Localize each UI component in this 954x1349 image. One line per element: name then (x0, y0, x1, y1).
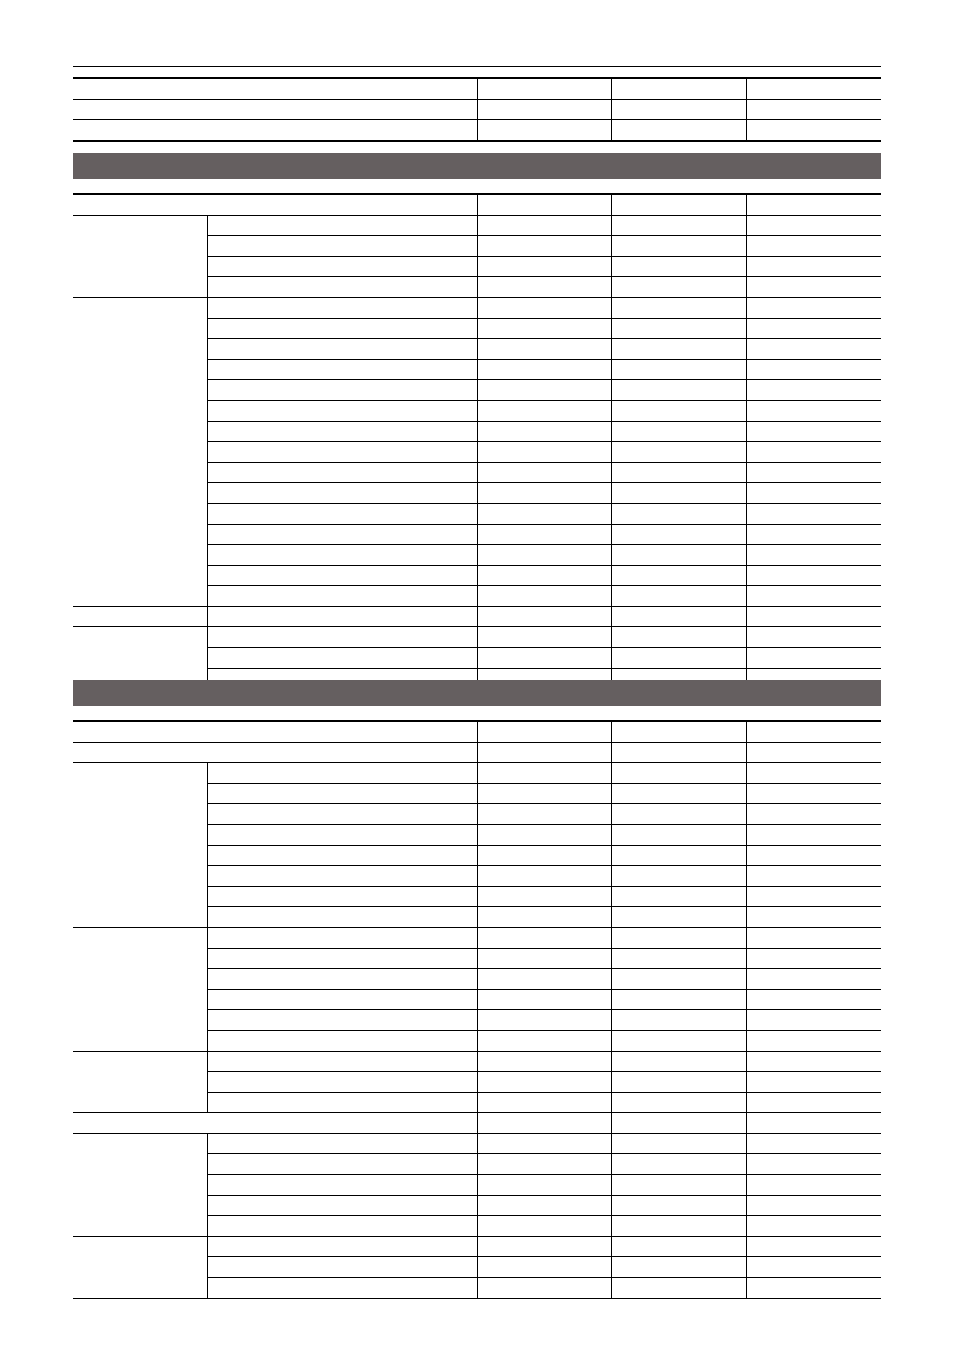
sub-label (207, 565, 477, 586)
value-cell (477, 627, 612, 648)
value-cell (477, 1133, 612, 1154)
value-cell (477, 886, 612, 907)
value-cell (612, 524, 747, 545)
value-cell (612, 783, 747, 804)
value-cell (746, 1010, 881, 1031)
value-cell (746, 1175, 881, 1196)
value-cell (746, 763, 881, 784)
value-cell (477, 1072, 612, 1093)
value-cell (477, 804, 612, 825)
value-cell (746, 907, 881, 928)
value-cell (746, 545, 881, 566)
table-top (73, 77, 881, 142)
value-cell (746, 483, 881, 504)
sub-label (207, 1216, 477, 1237)
value-cell (746, 586, 881, 607)
value-cell (612, 1030, 747, 1051)
value-cell (746, 236, 881, 257)
row-label (73, 120, 477, 141)
sub-label (207, 256, 477, 277)
table-section-b (73, 720, 881, 1299)
sub-label (207, 783, 477, 804)
value-cell (477, 545, 612, 566)
value-cell (477, 442, 612, 463)
value-cell (477, 339, 612, 360)
sub-label (207, 804, 477, 825)
row-label (73, 99, 477, 120)
value-cell (746, 318, 881, 339)
value-cell (477, 215, 612, 236)
table-row (73, 194, 881, 215)
value-cell (612, 359, 747, 380)
value-cell (746, 503, 881, 524)
row-label (73, 742, 477, 763)
value-cell (746, 886, 881, 907)
value-cell (612, 1236, 747, 1257)
sub-label (207, 606, 477, 627)
value-cell (477, 483, 612, 504)
value-cell (477, 1236, 612, 1257)
sub-label (207, 1154, 477, 1175)
row-label (73, 78, 477, 99)
value-cell (746, 721, 881, 742)
table-row (73, 763, 881, 784)
table-row (73, 297, 881, 318)
value-cell (477, 524, 612, 545)
sub-label (207, 586, 477, 607)
value-cell (612, 1154, 747, 1175)
value-cell (746, 462, 881, 483)
group-cell (73, 215, 207, 297)
value-cell (477, 586, 612, 607)
value-cell (612, 845, 747, 866)
value-cell (746, 742, 881, 763)
value-cell (746, 1051, 881, 1072)
value-cell (477, 194, 612, 215)
table-row (73, 1133, 881, 1154)
sub-label (207, 845, 477, 866)
value-cell (746, 359, 881, 380)
value-cell (477, 845, 612, 866)
sub-label (207, 1257, 477, 1278)
value-cell (477, 989, 612, 1010)
value-cell (746, 783, 881, 804)
value-cell (477, 400, 612, 421)
sub-label (207, 1030, 477, 1051)
value-cell (612, 380, 747, 401)
value-cell (612, 721, 747, 742)
value-cell (746, 215, 881, 236)
table-section-a (73, 193, 881, 690)
group-cell (73, 297, 207, 606)
value-cell (612, 78, 747, 99)
value-cell (746, 989, 881, 1010)
value-cell (477, 763, 612, 784)
sub-label (207, 886, 477, 907)
sub-label (207, 1195, 477, 1216)
value-cell (477, 1051, 612, 1072)
value-cell (477, 1175, 612, 1196)
sub-label (207, 1072, 477, 1093)
row-label (73, 1113, 477, 1134)
table-row (73, 927, 881, 948)
value-cell (746, 1195, 881, 1216)
value-cell (477, 277, 612, 298)
value-cell (746, 442, 881, 463)
table-row (73, 1051, 881, 1072)
value-cell (746, 1030, 881, 1051)
value-cell (746, 380, 881, 401)
value-cell (612, 99, 747, 120)
group-cell (73, 606, 207, 627)
sub-label (207, 907, 477, 928)
sub-label (207, 545, 477, 566)
value-cell (612, 907, 747, 928)
group-cell (73, 1236, 207, 1298)
sub-label (207, 1133, 477, 1154)
value-cell (746, 339, 881, 360)
sub-label (207, 421, 477, 442)
value-cell (612, 1092, 747, 1113)
value-cell (746, 866, 881, 887)
value-cell (612, 1051, 747, 1072)
table-row (73, 721, 881, 742)
value-cell (612, 1113, 747, 1134)
sub-label (207, 627, 477, 648)
sub-label (207, 824, 477, 845)
sub-label (207, 866, 477, 887)
value-cell (746, 627, 881, 648)
value-cell (612, 648, 747, 669)
value-cell (477, 721, 612, 742)
value-cell (746, 824, 881, 845)
value-cell (746, 1216, 881, 1237)
value-cell (477, 359, 612, 380)
value-cell (612, 1133, 747, 1154)
sub-label (207, 1010, 477, 1031)
value-cell (612, 318, 747, 339)
value-cell (612, 989, 747, 1010)
value-cell (612, 215, 747, 236)
value-cell (477, 907, 612, 928)
sub-label (207, 969, 477, 990)
value-cell (477, 927, 612, 948)
value-cell (746, 648, 881, 669)
sub-label (207, 380, 477, 401)
sub-label (207, 1175, 477, 1196)
sub-label (207, 277, 477, 298)
value-cell (612, 627, 747, 648)
table-row (73, 78, 881, 99)
value-cell (746, 194, 881, 215)
value-cell (612, 483, 747, 504)
value-cell (477, 742, 612, 763)
sub-label (207, 400, 477, 421)
value-cell (612, 297, 747, 318)
sub-label (207, 1236, 477, 1257)
sub-label (207, 524, 477, 545)
sub-label (207, 1092, 477, 1113)
value-cell (612, 503, 747, 524)
value-cell (477, 565, 612, 586)
value-cell (612, 421, 747, 442)
sub-label (207, 215, 477, 236)
value-cell (477, 1030, 612, 1051)
sub-label (207, 339, 477, 360)
group-cell (73, 763, 207, 928)
value-cell (746, 927, 881, 948)
sub-label (207, 763, 477, 784)
value-cell (612, 606, 747, 627)
value-cell (746, 804, 881, 825)
value-cell (746, 1133, 881, 1154)
value-cell (746, 524, 881, 545)
value-cell (477, 1257, 612, 1278)
value-cell (612, 1257, 747, 1278)
value-cell (612, 545, 747, 566)
table-row (73, 1236, 881, 1257)
value-cell (746, 1072, 881, 1093)
value-cell (612, 1216, 747, 1237)
group-cell (73, 1051, 207, 1113)
group-cell (73, 927, 207, 1051)
sub-label (207, 442, 477, 463)
value-cell (746, 948, 881, 969)
value-cell (477, 1154, 612, 1175)
value-cell (477, 866, 612, 887)
value-cell (477, 421, 612, 442)
sub-label (207, 1051, 477, 1072)
value-cell (746, 277, 881, 298)
value-cell (477, 99, 612, 120)
sub-label (207, 462, 477, 483)
table-row (73, 215, 881, 236)
value-cell (746, 606, 881, 627)
table-row (73, 1113, 881, 1134)
value-cell (477, 503, 612, 524)
value-cell (477, 1216, 612, 1237)
value-cell (477, 606, 612, 627)
sub-label (207, 1278, 477, 1299)
value-cell (612, 462, 747, 483)
value-cell (612, 586, 747, 607)
table-row (73, 742, 881, 763)
value-cell (477, 1010, 612, 1031)
value-cell (746, 256, 881, 277)
value-cell (477, 78, 612, 99)
value-cell (612, 948, 747, 969)
value-cell (746, 969, 881, 990)
value-cell (746, 1257, 881, 1278)
value-cell (612, 1195, 747, 1216)
value-cell (477, 297, 612, 318)
sub-label (207, 948, 477, 969)
value-cell (746, 400, 881, 421)
value-cell (477, 1195, 612, 1216)
value-cell (612, 120, 747, 141)
value-cell (477, 462, 612, 483)
table-row (73, 99, 881, 120)
sub-label (207, 297, 477, 318)
value-cell (612, 1278, 747, 1299)
row-label (73, 194, 477, 215)
value-cell (477, 236, 612, 257)
section-a-header (73, 153, 881, 179)
value-cell (746, 1236, 881, 1257)
value-cell (477, 783, 612, 804)
value-cell (477, 1092, 612, 1113)
value-cell (477, 120, 612, 141)
value-cell (612, 400, 747, 421)
table-row (73, 120, 881, 141)
value-cell (612, 565, 747, 586)
value-cell (612, 194, 747, 215)
value-cell (477, 380, 612, 401)
row-label (73, 721, 477, 742)
value-cell (477, 824, 612, 845)
value-cell (746, 565, 881, 586)
value-cell (746, 421, 881, 442)
value-cell (612, 1072, 747, 1093)
sub-label (207, 989, 477, 1010)
value-cell (477, 648, 612, 669)
value-cell (612, 1175, 747, 1196)
value-cell (746, 78, 881, 99)
value-cell (612, 742, 747, 763)
value-cell (477, 318, 612, 339)
value-cell (612, 1010, 747, 1031)
value-cell (746, 297, 881, 318)
value-cell (746, 99, 881, 120)
sub-label (207, 927, 477, 948)
value-cell (746, 1278, 881, 1299)
value-cell (746, 1154, 881, 1175)
value-cell (612, 763, 747, 784)
value-cell (612, 927, 747, 948)
value-cell (477, 256, 612, 277)
value-cell (612, 886, 747, 907)
sub-label (207, 318, 477, 339)
value-cell (612, 969, 747, 990)
value-cell (612, 277, 747, 298)
value-cell (612, 339, 747, 360)
sub-label (207, 648, 477, 669)
table-row (73, 627, 881, 648)
value-cell (477, 948, 612, 969)
header-rule (73, 66, 881, 67)
value-cell (477, 1278, 612, 1299)
sub-label (207, 236, 477, 257)
value-cell (612, 256, 747, 277)
sub-label (207, 503, 477, 524)
value-cell (612, 236, 747, 257)
value-cell (612, 824, 747, 845)
group-cell (73, 1133, 207, 1236)
value-cell (612, 442, 747, 463)
section-b-header (73, 680, 881, 706)
value-cell (612, 866, 747, 887)
table-row (73, 606, 881, 627)
value-cell (477, 1113, 612, 1134)
value-cell (746, 1113, 881, 1134)
value-cell (612, 804, 747, 825)
sub-label (207, 483, 477, 504)
sub-label (207, 359, 477, 380)
value-cell (477, 969, 612, 990)
value-cell (746, 120, 881, 141)
value-cell (746, 845, 881, 866)
value-cell (746, 1092, 881, 1113)
